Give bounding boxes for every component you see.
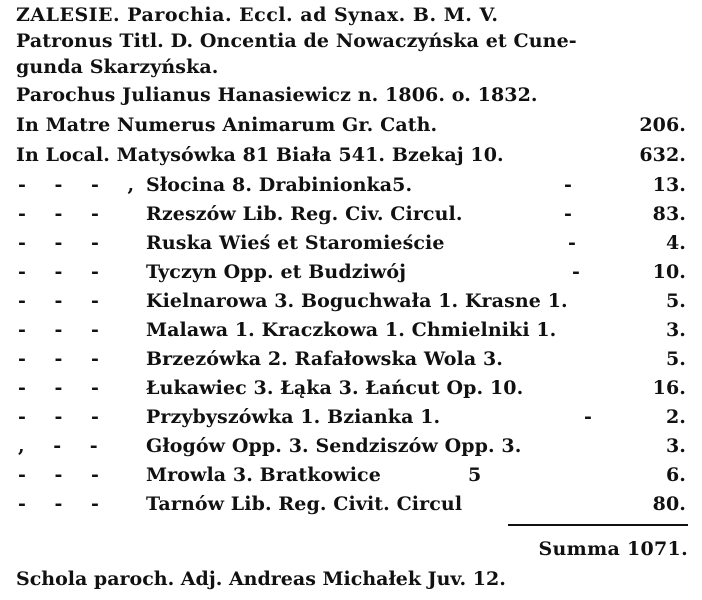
ditto-marks: - - - — [18, 290, 110, 312]
locality-names: Przybyszówka 1. Bzianka 1. — [146, 406, 441, 428]
locality-names: Łukawiec 3. Łąka 3. Łańcut Op. 10. — [146, 377, 524, 399]
locality-names: Tarnów Lib. Reg. Civit. Circul — [146, 493, 463, 515]
locality-row — [16, 346, 690, 372]
locality-row — [16, 201, 690, 227]
in-local-text: In Local. Matysówka 81 Biała 541. Bzekaj 10. — [16, 144, 504, 166]
locality-names: Ruska Wieś et Staromieście — [146, 232, 445, 254]
parish-heading: ZALESIE. Parochia. Eccl. ad Synax. B. M. V. — [16, 4, 499, 26]
row-number: 6. — [665, 464, 686, 486]
row-number: 3. — [665, 319, 686, 341]
locality-names: Mrowla 3. Bratkowice — [146, 464, 381, 486]
ditto-marks: - - - — [18, 319, 110, 341]
row-dash: - — [584, 406, 592, 428]
ditto-marks: - - - — [18, 261, 110, 283]
locality-names: Malawa 1. Kraczkowa 1. Chmielniki 1. — [146, 319, 557, 341]
in-matre-text: In Matre Numerus Animarum Gr. Cath. — [16, 114, 438, 136]
locality-row — [16, 259, 690, 285]
locality-row — [16, 375, 690, 401]
row-number: 13. — [652, 174, 686, 196]
row-dash: - — [564, 174, 572, 196]
ditto-marks: - - - — [18, 464, 110, 486]
locality-names: Kielnarowa 3. Boguchwała 1. Krasne 1. — [146, 290, 568, 312]
locality-row — [16, 462, 690, 488]
locality-names: Brzezówka 2. Rafałowska Wola 3. — [146, 348, 503, 370]
ditto-marks: - - - — [18, 203, 110, 225]
locality-row — [16, 172, 690, 198]
row-number: 83. — [652, 203, 686, 225]
patron-line-1: Patronus Titl. D. Oncentia de Nowaczyńska et Cune- — [16, 30, 577, 52]
row-number: 4. — [665, 232, 686, 254]
row-number: 16. — [652, 377, 686, 399]
row-number: 10. — [652, 261, 686, 283]
ditto-marks: - - - — [18, 493, 110, 515]
locality-names: Głogów Opp. 3. Sendziszów Opp. 3. — [146, 435, 522, 457]
summa-total: Summa 1071. — [538, 538, 688, 560]
row-dash: - — [564, 203, 572, 225]
row-number: 3. — [665, 435, 686, 457]
ditto-marks: - - - — [18, 406, 110, 428]
locality-row — [16, 230, 690, 256]
row-dash: - — [568, 232, 576, 254]
row-number: 5. — [665, 290, 686, 312]
locality-names: Rzeszów Lib. Reg. Civ. Circul. — [146, 203, 463, 225]
ditto-marks: - - - — [18, 377, 110, 399]
patron-line-2: gunda Skarzyńska. — [16, 56, 219, 78]
row-number: 5. — [665, 348, 686, 370]
locality-row — [16, 491, 690, 517]
locality-row — [16, 404, 690, 430]
in-local-line — [16, 142, 690, 168]
in-matre-number: 206. — [639, 114, 686, 136]
ditto-marks: - - - , — [18, 174, 146, 196]
in-matre-line — [16, 112, 690, 138]
sum-rule — [508, 524, 688, 526]
ditto-marks: , - - — [18, 435, 109, 457]
locality-row — [16, 317, 690, 343]
ditto-marks: - - - — [18, 232, 110, 254]
row-number: 80. — [652, 493, 686, 515]
row-dash: - — [572, 261, 580, 283]
ditto-marks: - - - — [18, 348, 110, 370]
in-local-number: 632. — [639, 144, 686, 166]
row-number: 2. — [665, 406, 686, 428]
parish-priest-line: Parochus Julianus Hanasiewicz n. 1806. o. 1832. — [16, 84, 538, 106]
locality-row — [16, 433, 690, 459]
schola-line: Schola paroch. Adj. Andreas Michałek Juv. 12. — [16, 568, 506, 590]
row-count: 5 — [468, 464, 482, 486]
locality-names: Słocina 8. Drabinionka5. — [146, 174, 413, 196]
locality-names: Tyczyn Opp. et Budziwój — [146, 261, 407, 283]
locality-row — [16, 288, 690, 314]
